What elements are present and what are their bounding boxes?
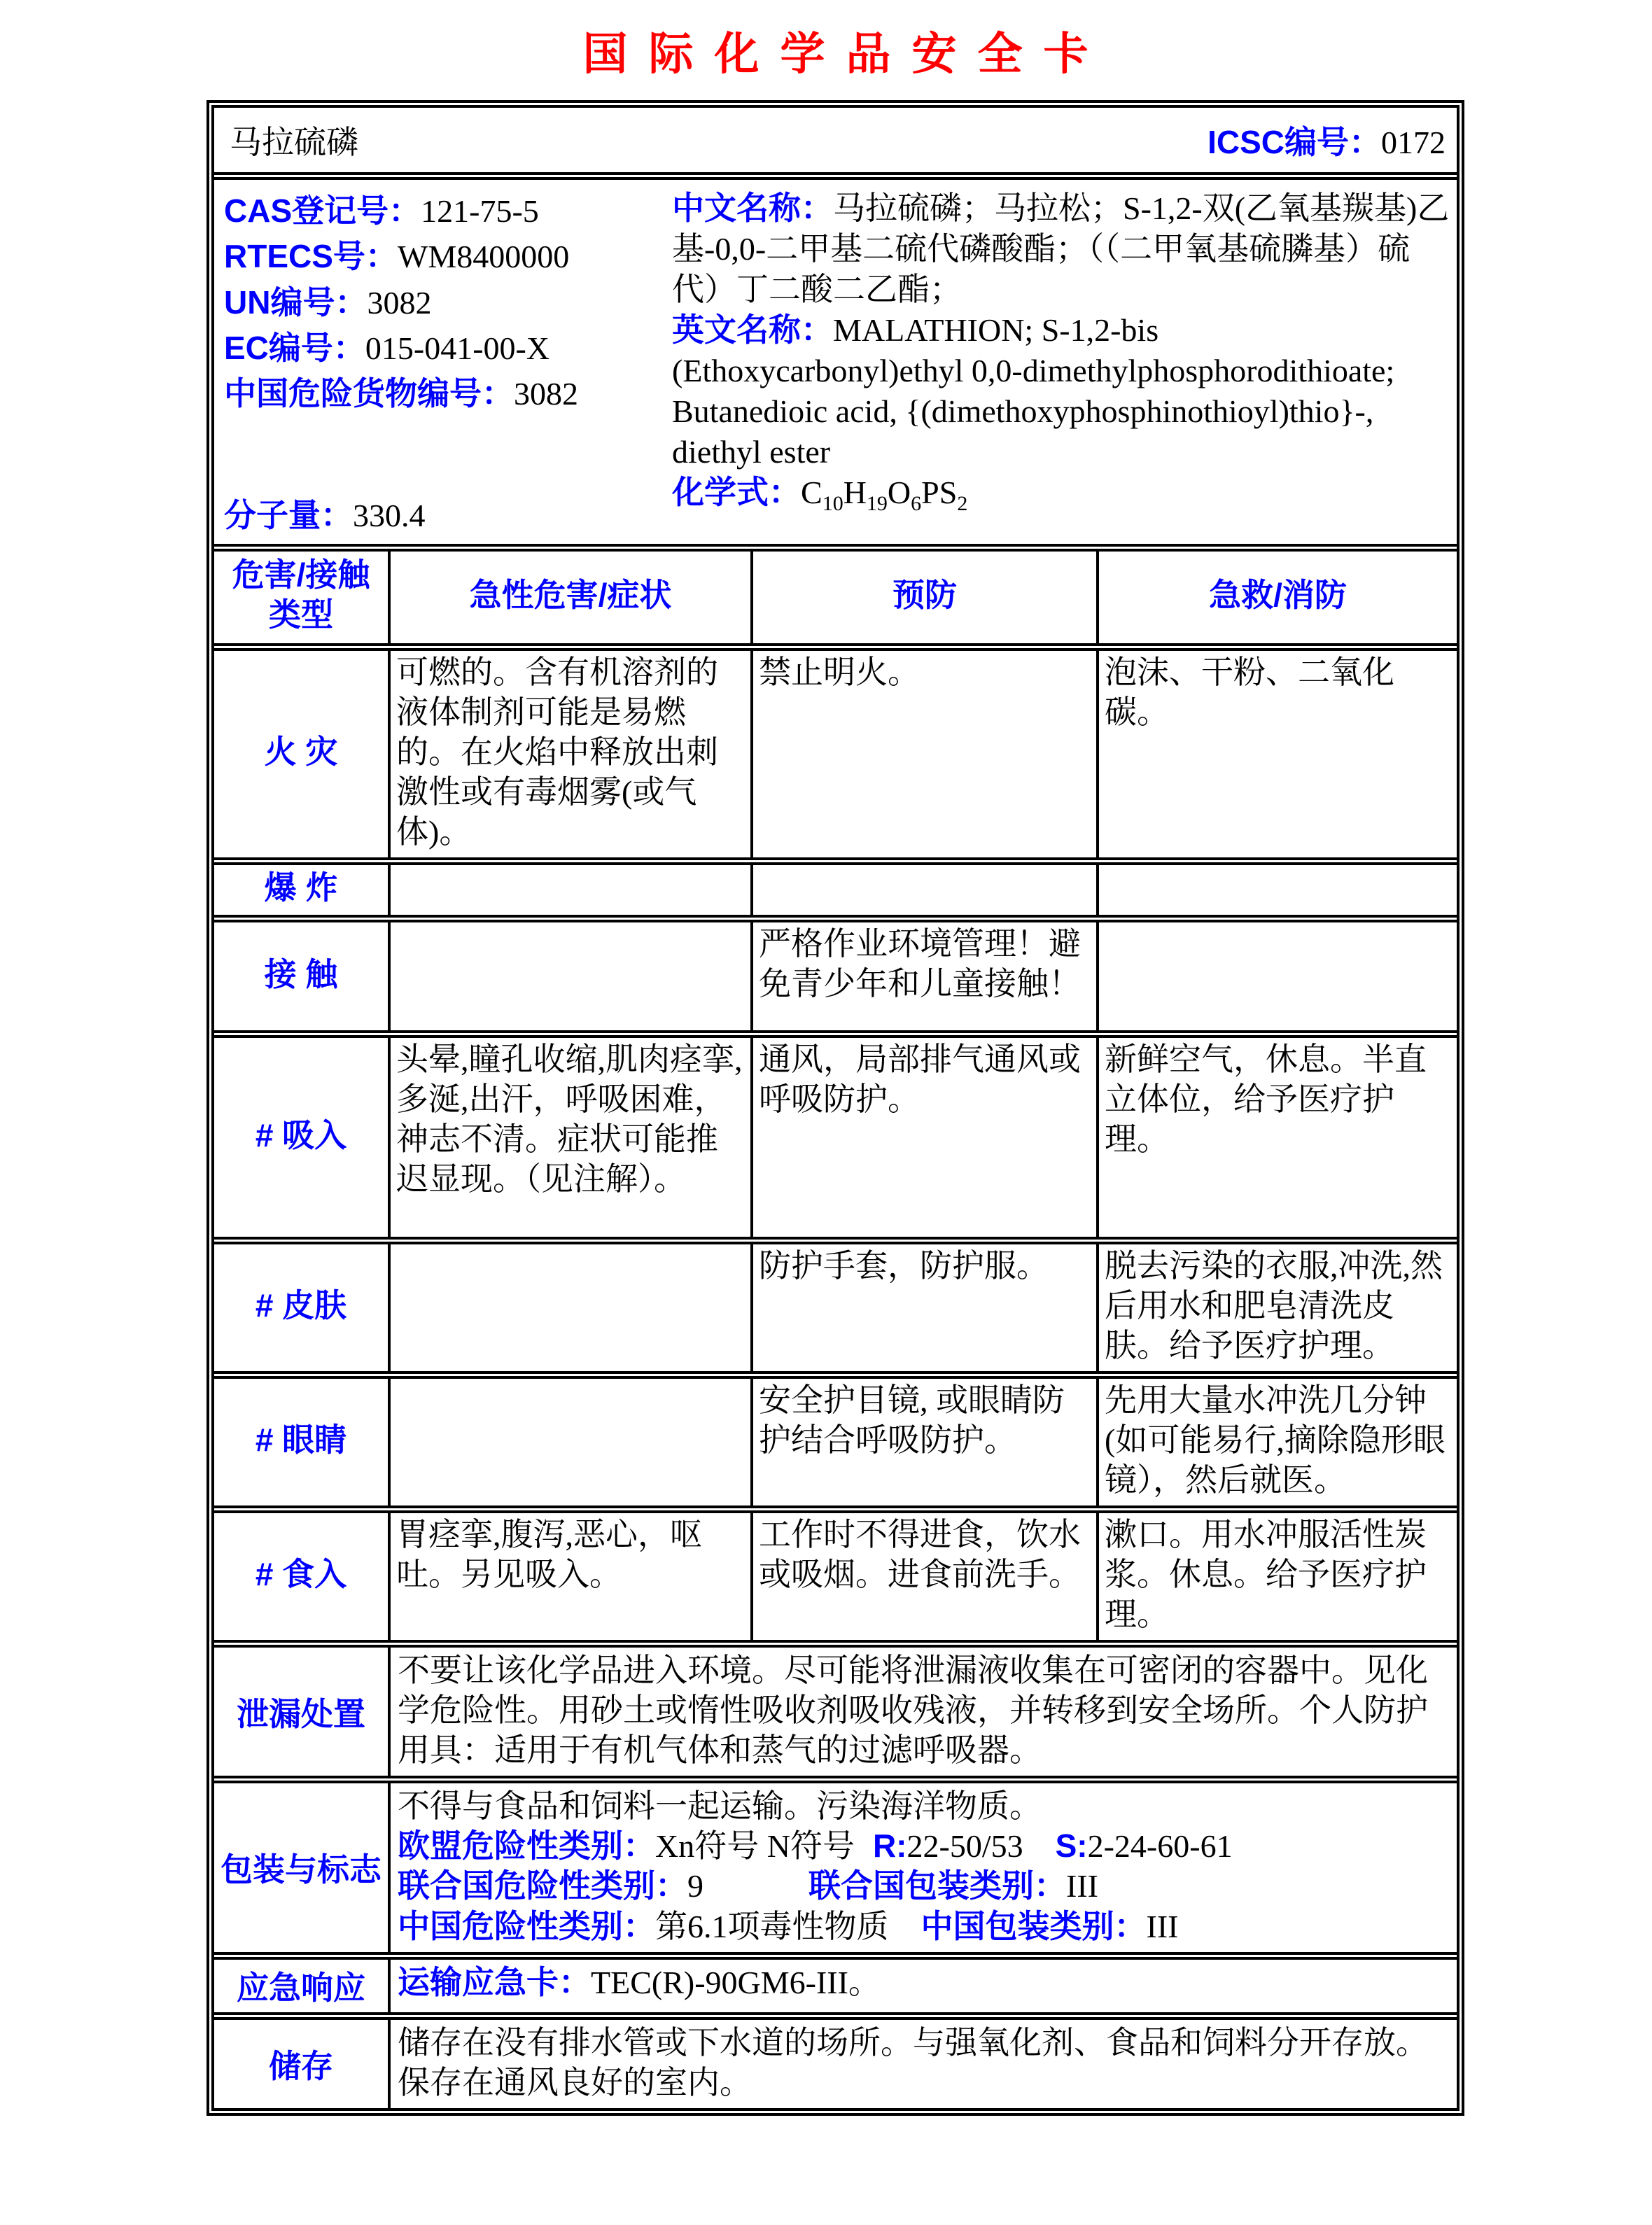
identification-number-label: CAS登记号： <box>224 192 421 229</box>
header-hazard-type: 危害/接触类型 <box>232 556 370 633</box>
hazard-prevention-cell: 防护手套，防护服。 <box>750 1244 1096 1371</box>
hazard-type-label: # 皮肤 <box>255 1287 347 1324</box>
identification-section <box>214 172 1457 544</box>
hazard-type-label: 接 触 <box>264 955 338 992</box>
identification-number-value: 3082 <box>514 376 578 412</box>
packaging-transport-note: 不得与食品和饲料一起运输。污染海洋物质。 <box>398 1788 1042 1825</box>
transport-emergency-card-value: TEC(R)-90GM6-III。 <box>591 1964 881 2000</box>
hazard-type-label: # 食入 <box>255 1556 347 1593</box>
identification-numbers <box>224 188 672 538</box>
transport-emergency-card-label: 运输应急卡： <box>398 1963 591 2000</box>
identification-number-value: 015-041-00-X <box>365 330 550 366</box>
emergency-response-label: 应急响应 <box>237 1970 365 2007</box>
substance-name: 马拉硫磷 <box>230 125 358 160</box>
hazard-symptoms-cell <box>388 1379 750 1505</box>
packaging-label: 包装与标志 <box>220 1851 382 1888</box>
identification-number-item <box>224 325 672 371</box>
hazard-prevention-cell: 安全护目镜, 或眼睛防护结合呼吸防护。 <box>750 1379 1096 1505</box>
un-hazard-class-value: 9 <box>687 1868 704 1904</box>
page-title: 国际化学品安全卡 <box>582 29 1110 79</box>
hazard-symptoms-cell: 可燃的。含有机溶剂的液体制剂可能是易燃的。在火焰中释放出刺激性或有毒烟雾(或气体)。 <box>388 651 750 857</box>
un-pack-group-value: III <box>1066 1868 1098 1904</box>
header-first-aid: 急救/消防 <box>1096 552 1457 643</box>
icsc-number-value: 0172 <box>1381 125 1446 160</box>
english-name <box>672 312 1394 470</box>
storage-section <box>214 2012 1457 2108</box>
identification-number-item <box>224 371 672 416</box>
chemical-formula-label: 化学式： <box>672 473 801 510</box>
english-name-value: MALATHION; S-1,2-bis (Ethoxycarbonyl)ethyl 0,0-dimethylphosphorodithioate; Butanedioic acid, {(dimethoxyphosphinothioyl)thio}-, diethyl ester <box>672 311 1395 470</box>
storage-label: 储存 <box>269 2047 333 2084</box>
identification-number-item <box>224 188 672 234</box>
hazard-symptoms-cell <box>388 1244 750 1371</box>
chemical-formula <box>672 473 968 515</box>
hazard-first-aid-cell <box>1096 865 1457 915</box>
spillage-section <box>214 1640 1457 1776</box>
storage-content: 储存在没有排水管或下水道的场所。与强氧化剂、食品和饲料分开存放。保存在通风良好的室内。 <box>388 2020 1457 2108</box>
un-pack-group-label: 联合国包装类别： <box>808 1867 1066 1904</box>
icsc-number <box>1208 117 1446 163</box>
emergency-response-section <box>214 1952 1457 2012</box>
hazard-row <box>214 643 1457 857</box>
hazard-prevention-cell <box>750 865 1096 915</box>
identification-names <box>672 188 1451 538</box>
hazard-symptoms-cell <box>388 922 750 1030</box>
hazard-row <box>214 1237 1457 1371</box>
cn-hazard-class-label: 中国危险性类别： <box>398 1907 655 1944</box>
cn-classes <box>398 1907 1450 1946</box>
eu-hazard-class <box>398 1826 1450 1866</box>
molecular-weight <box>224 493 672 538</box>
molecular-weight-label: 分子量： <box>224 496 353 533</box>
r-phrase-label: R: <box>872 1827 907 1865</box>
spillage-label: 泄漏处置 <box>237 1695 365 1732</box>
un-hazard-class-label: 联合国危险性类别： <box>398 1867 687 1904</box>
chinese-name <box>672 190 1449 307</box>
hazard-symptoms-cell <box>388 865 750 915</box>
hazard-type-label: 爆 炸 <box>264 869 338 906</box>
hazard-table-header <box>214 544 1457 643</box>
chinese-name-label: 中文名称： <box>672 190 833 226</box>
s-phrase-value: 2-24-60-61 <box>1087 1828 1233 1865</box>
hazard-first-aid-cell: 新鲜空气，休息。半直立体位，给予医疗护理。 <box>1096 1038 1457 1237</box>
identification-number-item <box>224 234 672 279</box>
packaging-section <box>214 1776 1457 1951</box>
identification-number-value: WM8400000 <box>397 239 570 275</box>
cn-hazard-class-value: 第6.1项毒性物质 <box>655 1908 889 1944</box>
hazard-type-label: # 吸入 <box>255 1116 347 1153</box>
english-name-label: 英文名称： <box>672 311 833 348</box>
identification-number-value: 3082 <box>367 284 432 321</box>
identification-number-value: 121-75-5 <box>421 193 539 229</box>
hazard-prevention-cell: 通风，局部排气通风或呼吸防护。 <box>750 1038 1096 1237</box>
hazard-row <box>214 1371 1457 1505</box>
cn-pack-group-value: III <box>1146 1908 1179 1944</box>
hazard-row <box>214 1505 1457 1640</box>
s-phrase-label: S: <box>1055 1827 1088 1865</box>
cn-pack-group-label: 中国包装类别： <box>920 1907 1147 1944</box>
hazard-type-label: 火 灾 <box>264 733 338 770</box>
hazard-row <box>214 1030 1457 1237</box>
identification-number-item <box>224 280 672 325</box>
hazard-symptoms-cell: 头晕,瞳孔收缩,肌肉痉挛,多涎,出汗，呼吸困难，神志不清。症状可能推迟显现。（见注解）。 <box>388 1038 750 1237</box>
safety-card-table <box>206 100 1464 2116</box>
identification-number-label: 中国危险货物编号： <box>224 375 514 412</box>
identification-number-label: UN编号： <box>224 283 368 321</box>
packaging-content <box>388 1783 1457 1951</box>
hazard-first-aid-cell: 泡沫、干粉、二氧化碳。 <box>1096 651 1457 857</box>
emergency-response-content <box>388 1960 1457 2012</box>
hazard-first-aid-cell <box>1096 922 1457 1030</box>
hazard-prevention-cell: 严格作业环境管理！避免青少年和儿童接触！ <box>750 922 1096 1030</box>
hazard-row <box>214 915 1457 1030</box>
header-prevention: 预防 <box>750 552 1096 643</box>
hazard-symptoms-cell: 胃痉挛,腹泻,恶心，呕吐。另见吸入。 <box>388 1513 750 1640</box>
hazard-first-aid-cell: 先用大量水冲洗几分钟(如可能易行,摘除隐形眼镜），然后就医。 <box>1096 1379 1457 1505</box>
molecular-weight-value: 330.4 <box>353 497 426 533</box>
identification-number-label: EC编号： <box>224 329 365 366</box>
eu-hazard-class-value: Xn符号 N符号 <box>655 1828 855 1865</box>
hazard-first-aid-cell: 脱去污染的衣服,冲洗,然后用水和肥皂清洗皮肤。给予医疗护理。 <box>1096 1244 1457 1371</box>
r-phrase-value: 22-50/53 <box>906 1828 1023 1865</box>
un-classes <box>398 1866 1450 1906</box>
spillage-content: 不要让该化学品进入环境。尽可能将泄漏液收集在可密闭的容器中。见化学危险性。用砂土或惰性吸收剂吸收残液，并转移到安全场所。个人防护用具：适用于有机气体和蒸气的过滤呼吸器。 <box>388 1648 1457 1776</box>
name-row <box>214 108 1457 172</box>
hazard-prevention-cell: 禁止明火。 <box>750 651 1096 857</box>
eu-hazard-class-label: 欧盟危险性类别： <box>398 1827 655 1865</box>
hazard-prevention-cell: 工作时不得进食，饮水或吸烟。进食前洗手。 <box>750 1513 1096 1640</box>
identification-number-label: RTECS号： <box>224 238 398 275</box>
chemical-formula-value: $C_{10}H_{19}O_6PS_2$ <box>801 474 968 515</box>
header-acute-symptoms: 急性危害/症状 <box>388 552 750 643</box>
hazard-type-label: # 眼睛 <box>255 1422 347 1459</box>
icsc-number-label: ICSC编号： <box>1208 124 1381 160</box>
hazard-row <box>214 857 1457 915</box>
chinese-name-value: 马拉硫磷；马拉松；S-1,2-双(乙氧基羰基)乙基-0,0-二甲基二硫代磷酸酯；（（二甲氧基硫膦基）硫代）丁二酸二乙酯； <box>672 190 1450 307</box>
hazard-first-aid-cell: 漱口。用水冲服活性炭浆。休息。给予医疗护理。 <box>1096 1513 1457 1640</box>
